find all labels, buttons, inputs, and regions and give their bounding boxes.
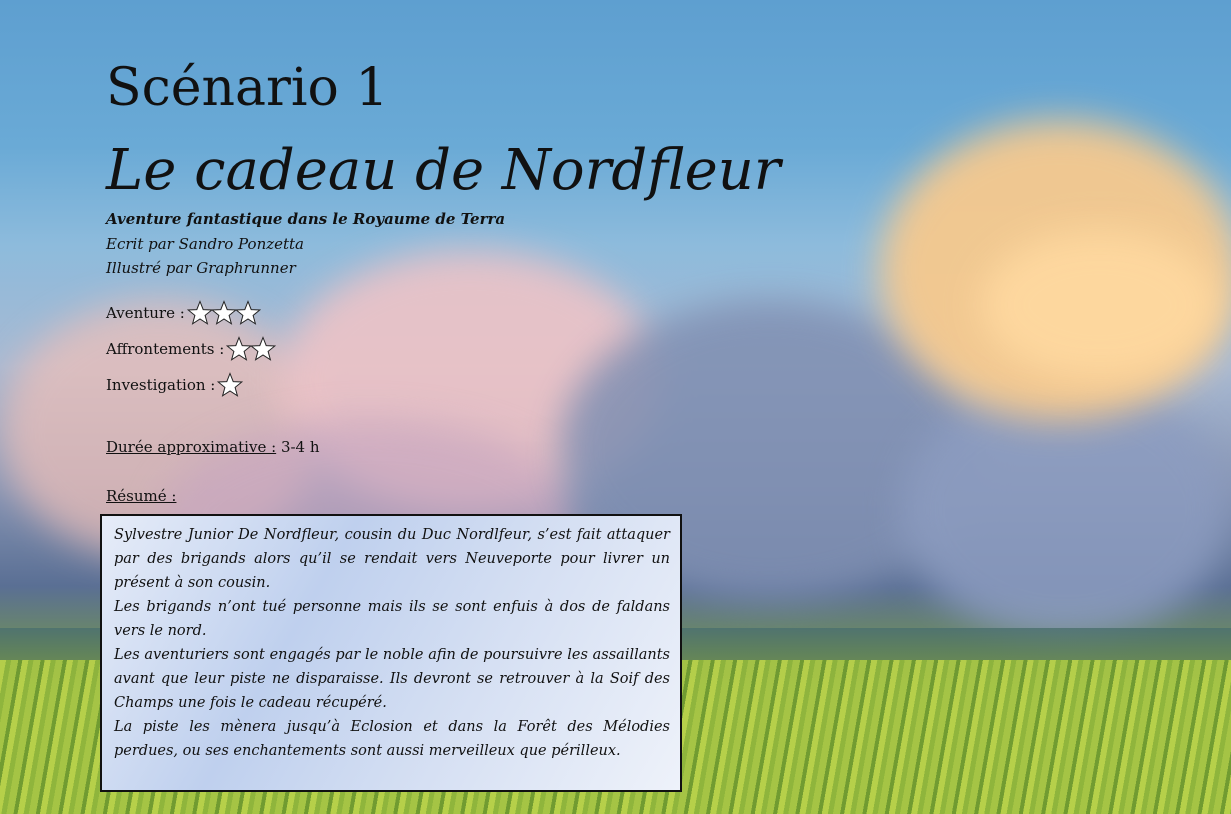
duration [106,438,320,456]
subtitle: Aventure fantastique dans le Royaume de Terra [106,210,506,228]
rating-label: Affrontements : [106,340,225,358]
star-outline-icon [187,300,213,326]
star-outline-icon [235,300,261,326]
rating-aventure [106,300,259,326]
summary-paragraph: Sylvestre Junior De Nordfleur, cousin du Duc Nordlfeur, s’est fait attaquer par des brigands alors qu’il se rendait vers Neuveporte pour livrer un présent à son cousin. [114,527,670,591]
star-rating [187,300,259,326]
star-rating [226,336,274,362]
summary-box [100,514,682,792]
duration-label: Durée approximative : [106,438,277,456]
rating-label: Investigation : [106,376,216,394]
duration-value: 3-4 h [280,438,320,456]
rating-affrontements [106,336,274,362]
rating-label: Aventure : [106,304,185,322]
rating-investigation [106,372,241,398]
illustrator-credit: Illustré par Graphrunner [106,259,296,277]
star-rating [217,372,241,398]
star-outline-icon [211,300,237,326]
author-credit: Ecrit par Sandro Ponzetta [106,235,305,253]
summary-paragraph: La piste les mènera jusqu’à Eclosion et dans la Forêt des Mélodies perdues, ou ses enchantements sont aussi merveilleux que périlleux. [114,719,670,759]
summary-label: Résumé : [106,487,177,505]
summary-paragraph: Les aventuriers sont engagés par le noble afin de poursuivre les assaillants avant que leur piste ne disparaisse. Ils devront se retrouver à la Soif des Champs une fois le cadeau récupéré. [114,647,670,711]
summary-paragraph: Les brigands n’ont tué personne mais ils se sont enfuis à dos de faldans vers le nord. [114,599,670,639]
star-outline-icon [250,336,276,362]
star-outline-icon [226,336,252,362]
star-outline-icon [217,372,243,398]
scenario-number: Scénario 1 [106,58,389,118]
page-title: Le cadeau de Nordfleur [106,138,781,203]
